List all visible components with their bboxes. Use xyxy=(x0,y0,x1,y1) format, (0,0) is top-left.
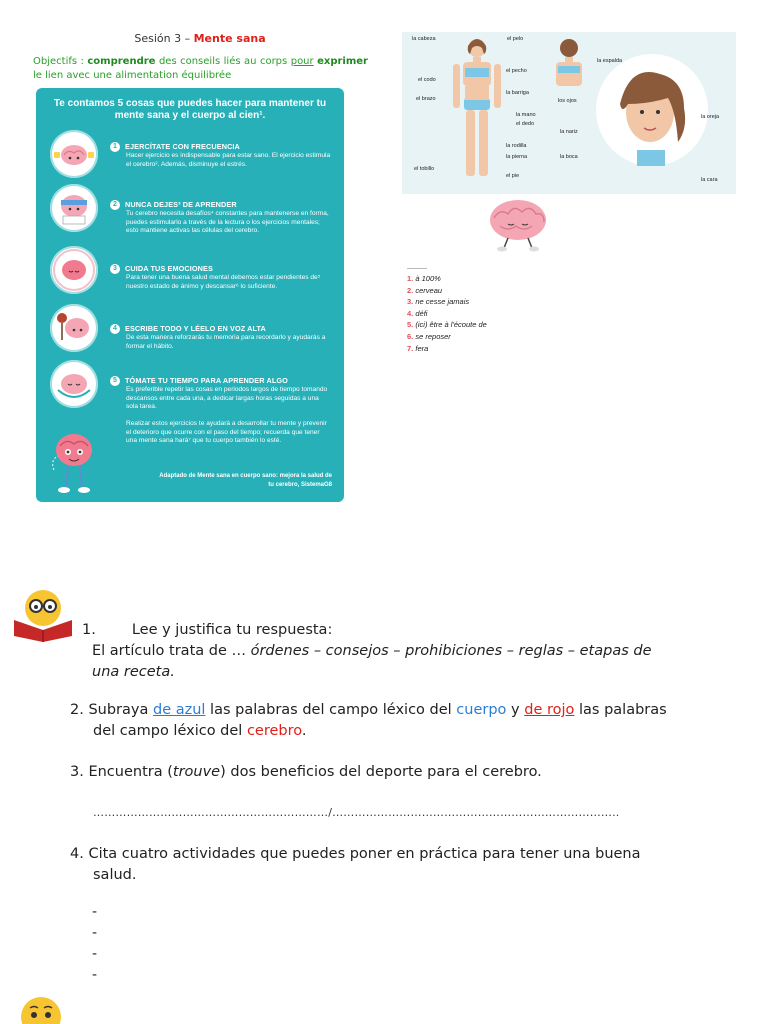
question-1: 1. Lee y justifica tu respuesta: El artículo trata de … órdenes – consejos – prohibiciones – reglas – etapas de una receta. xyxy=(82,622,652,680)
vocab-item: 2. cerveau xyxy=(407,285,443,295)
tip-title: ESCRIBE TODO Y LÉELO EN VOZ ALTA xyxy=(125,324,266,333)
tip-text-2: Realizar estos ejercicios te ayudará a desarrollar tu mente y prevenir el deterioro que ocurre con el paso del tiempo; recuerda que tener una mente sana hará⁷ que tu cuerpo también lo esté. xyxy=(126,420,327,445)
answer-bullet[interactable]: - xyxy=(92,946,98,962)
tip-text: Tu cerebro necesita desafíos⁴ constantes para mantenerse en forma, puedes estimularlo a través de la lectura o los ejercicios mentales; esto mantiene activas las células del cerebro. xyxy=(126,210,329,235)
q1-options: órdenes – consejos – prohibiciones – reglas – etapas de xyxy=(250,643,652,659)
session-topic: Mente sana xyxy=(193,32,266,45)
vocab-item: 1. à 100% xyxy=(407,274,441,283)
vocab-item: 5. (ici) être à l'écoute de xyxy=(407,320,487,330)
brain-meditating-icon xyxy=(50,246,98,294)
tip-title: EJERCÍTATE CON FRECUENCIA xyxy=(125,142,240,151)
card-title: Te contamos 5 cosas que puedes hacer para mantener tu mente sana y el cuerpo al cien¹. xyxy=(53,98,327,121)
answer-bullet[interactable]: - xyxy=(92,925,98,941)
answer-bullet[interactable]: - xyxy=(92,967,98,983)
card-source: Adaptado de Mente sana en cuerpo sano: mejora la salud de tu cerebro, SistemaG8 xyxy=(159,473,332,488)
brain-reading-icon xyxy=(50,184,98,232)
body-figures-icon xyxy=(402,32,736,194)
divider xyxy=(407,268,427,269)
session-title: Sesión 3 – Mente sana xyxy=(134,32,266,45)
brain-relaxing-icon xyxy=(50,360,98,408)
thinking-emoji-icon xyxy=(18,994,64,1024)
tip-title: NUNCA DEJES³ DE APRENDER xyxy=(125,200,237,209)
de-azul: de azul xyxy=(152,702,206,718)
tip-title: CUIDA TUS EMOCIONES xyxy=(125,264,213,273)
reading-emoji-icon xyxy=(12,586,74,642)
body-parts-diagram: la cabeza el pelo el codo el pecho el brazo la barriga la mano el dedo la rodilla la pierna el tobillo el pie la espalda los ojos la oreja la nariz la boca la cara xyxy=(402,32,736,194)
brain-illustration-icon xyxy=(480,194,556,254)
brain-mascot-icon xyxy=(48,426,100,498)
vocab-item: 4. défi xyxy=(407,308,428,318)
tip-text: Para tener una buena salud mental debemos estar pendientes de⁵ nuestro estado de ánimo y descansar⁶ lo suficiente. xyxy=(126,274,321,290)
objectives: Objectifs : comprendre des conseils liés au corps pour exprimer le lien avec une alimentation équilibrée xyxy=(33,56,368,81)
tip-text: Hacer ejercicio es indispensable para estar sano. El ejercicio estimula el cerebro². Además, disminuye el estrés. xyxy=(126,152,331,168)
tip-text: Es preferible repetir las cosas en periodos largos de tiempo tomando descansos entre cada una, a dedicar largas horas seguidas a una sola tarea. xyxy=(126,386,328,411)
question-3: 3. Encuentra (trouve) dos beneficios del deporte para el cerebro. xyxy=(70,764,542,780)
q1-title: Lee y justifica tu respuesta: xyxy=(131,622,333,638)
tip-title: TÓMATE TU TIEMPO PARA APRENDER ALGO xyxy=(125,376,288,385)
brain-writing-icon xyxy=(50,304,98,352)
cerebro: cerebro xyxy=(246,723,302,739)
vocab-item: 3. ne cesse jamais xyxy=(407,297,470,307)
de-rojo: de rojo xyxy=(524,702,575,718)
answer-bullet[interactable]: - xyxy=(92,904,98,920)
question-4: 4. Cita cuatro actividades que puedes poner en práctica para tener una buena salud. xyxy=(70,846,641,883)
vocab-item: 7. fera xyxy=(407,343,429,353)
answer-list-q4[interactable] xyxy=(92,902,97,986)
cuerpo: cuerpo xyxy=(456,702,507,718)
brain-exercise-icon xyxy=(50,130,98,178)
tip-text: De esta manera reforzarás tu memoria para recordarlo y ayudarás a formar el hábito. xyxy=(126,334,326,350)
vocab-item: 6. se reposer xyxy=(407,331,451,341)
vocabulary-list xyxy=(407,268,527,354)
tips-card: Te contamos 5 cosas que puedes hacer para mantener tu mente sana y el cuerpo al cien¹. 1 EJERCÍTATE CON FRECUENCIA Hacer ejercicio es indispensable para estar sano. El ejercicio estimula el cerebro². Además, disminuye el estrés. 2 NUNCA DEJES³ DE APRENDER Tu cerebro necesita desafíos⁴ constantes para mantenerse en forma, puedes estimularlo a través de la lectura o los ejercicios mentales; esto mantiene activas las células del cerebro. 3 CUIDA TUS EMOCIONES Para tener una buena salud mental debemos estar pendientes de⁵ nuestro estado de ánimo y descansar⁶ lo suficiente. 4 ESCRIBE TODO Y LÉELO EN VOZ ALTA De esta manera reforzarás tu memoria para recordarlo y ayudarás a formar el hábito. 5 TÓMATE TU TIEMPO PARA APRENDER ALGO Es preferible repetir las cosas en periodos largos de tiempo tomando descansos entre cada una, a dedicar largas horas seguidas a una sola tarea. Realizar estos ejercicios te ayudará a desarrollar tu mente y prevenir el deterioro que ocurre con el paso del tiempo; recuerda que tener una mente sana hará⁷ que tu cuerpo también lo esté. Adaptado de Mente sana en cuerpo sano: mejora la salud de tu cerebro, SistemaG8 xyxy=(36,88,344,502)
answer-blank-q3[interactable]: ………………………………………………………/………………………………………………………………….. xyxy=(93,806,620,819)
question-2: 2. Subraya de azul las palabras del campo léxico del cuerpo y de rojo las palabras del campo léxico del cerebro. xyxy=(70,702,667,739)
